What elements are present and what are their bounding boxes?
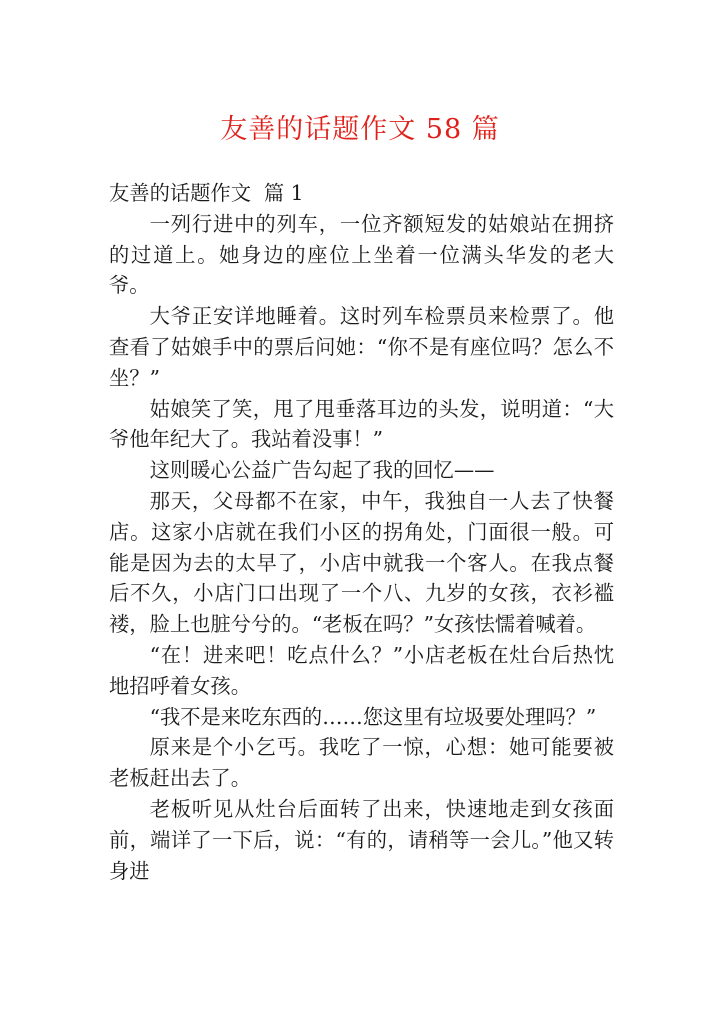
section-heading: 友善的话题作文 篇 1 [109,181,304,205]
paragraph: 这则暖心公益广告勾起了我的回忆—— [149,458,495,483]
document-body [109,178,614,886]
paragraph: 姑娘笑了笑，甩了甩垂落耳边的头发，说明道：“大爷他年纪大了。我站着没事！” [109,396,614,452]
paragraph: 那天，父母都不在家，中午，我独自一人去了快餐店。这家小店就在我们小区的拐角处，门面很一般。可能是因为去的太早了，小店中就我一个客人。在我点餐后不久，小店门口出现了一个八、九岁的女孩，衣衫褴褛，脸上也脏兮兮的。“老板在吗？”女孩怯懦着喊着。 [109,488,614,637]
document-title: 友善的话题作文 58 篇 [220,114,500,145]
paragraph: 一列行进中的列车，一位齐额短发的姑娘站在拥挤的过道上。她身边的座位上坐着一位满头华发的老大爷。 [109,211,614,298]
paragraph: “在！进来吧！吃点什么？”小店老板在灶台后热忱地招呼着女孩。 [109,642,614,698]
paragraph: 原来是个小乞丐。我吃了一惊，心想：她可能要被老板赶出去了。 [109,735,614,791]
paragraph: 老板听见从灶台后面转了出来，快速地走到女孩面前，端详了一下后，说：“有的，请稍等一会儿。”他又转身进 [109,796,614,883]
paragraph: “我不是来吃东西的……您这里有垃圾要处理吗？” [149,704,597,729]
paragraph: 大爷正安详地睡着。这时列车检票员来检票了。他查看了姑娘手中的票后问她：“你不是有座位吗？怎么不坐？” [109,304,614,390]
